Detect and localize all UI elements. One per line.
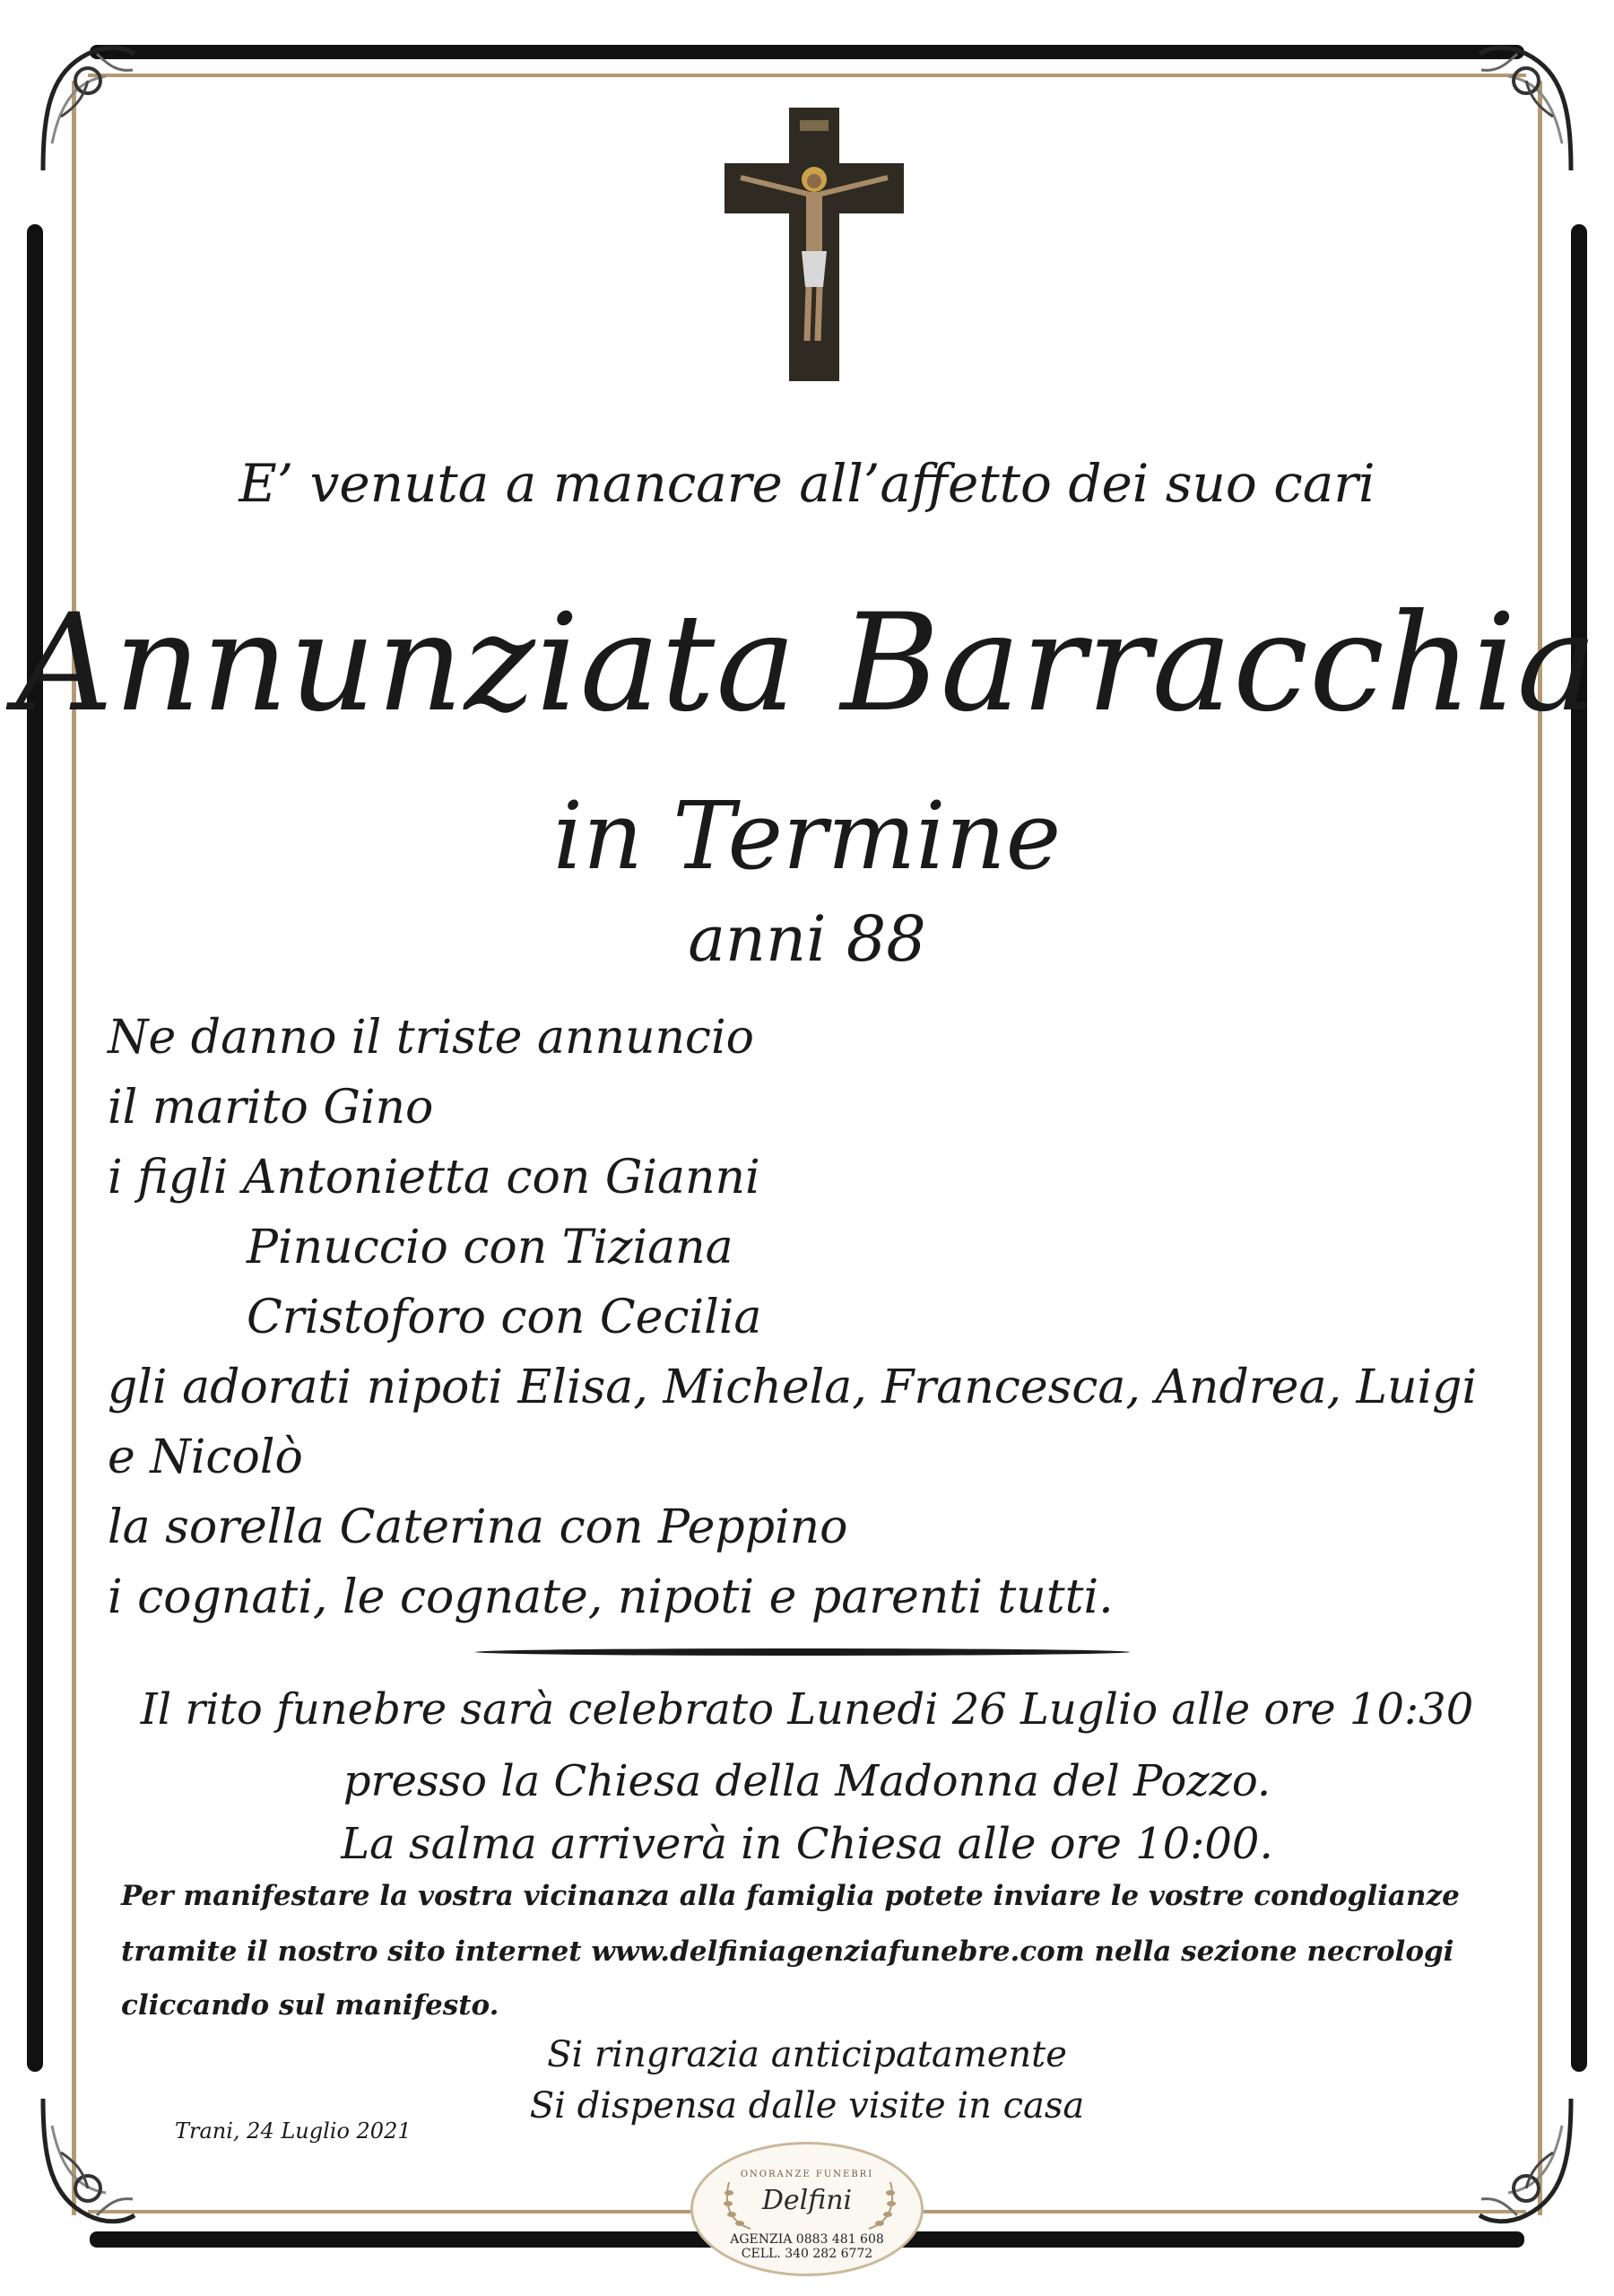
crucifix-icon [725, 108, 904, 381]
family-list [108, 1003, 1478, 1632]
no-visits-text: Si dispensa dalle visite in casa [529, 2085, 1085, 2126]
deceased-name: Annunziata Barracchia [15, 586, 1599, 742]
family-line: Ne danno il triste annuncio [108, 1011, 754, 1065]
section-divider [475, 1648, 1130, 1656]
logo-phone [693, 2232, 921, 2261]
condolence-line: Per manifestare la vostra vicinanza alla famiglia potete inviare le vostre condoglianze [121, 1880, 1460, 1912]
family-line: Pinuccio con Tiziana [247, 1221, 733, 1274]
married-name: in Termine [552, 781, 1062, 891]
rite-line: presso la Chiesa della Madonna del Pozzo. [343, 1756, 1271, 1806]
corner-ornament-icon [34, 36, 142, 179]
condolence-line: cliccando sul manifesto. [121, 1989, 499, 2022]
condolence-line: tramite il nostro sito internet www.delfiniagenziafunebre.com nella sezione necrologi [121, 1935, 1454, 1968]
agency-logo [690, 2142, 924, 2276]
agency-phone: AGENZIA 0883 481 608 [730, 2232, 884, 2247]
gold-border-left [72, 81, 76, 2215]
logo-brand: Delfini [761, 2185, 853, 2216]
family-line: i cognati, le cognate, nipoti e parenti tutti. [108, 1570, 1114, 1624]
family-line: e Nicolò [108, 1431, 303, 1484]
thanks-text: Si ringrazia anticipatamente [547, 2034, 1067, 2075]
rite-line: La salma arriverà in Chiesa alle ore 10:00. [341, 1819, 1273, 1869]
logo-agency-label: ONORANZE FUNEBRI [740, 2170, 874, 2179]
family-line: gli adorati nipoti Elisa, Michela, Francesca, Andrea, Luigi [108, 1361, 1478, 1414]
rite-line: Il rito funebre sarà celebrato Lunedi 26 Luglio alle ore 10:30 [140, 1684, 1474, 1735]
gold-border-right [1538, 81, 1542, 2215]
family-line: la sorella Caterina con Peppino [108, 1500, 848, 1554]
cell-phone: CELL. 340 282 6772 [741, 2247, 873, 2261]
place-date: Trani, 24 Luglio 2021 [175, 2118, 412, 2144]
intro-text: E’ venuta a mancare all’affetto dei suo cari [239, 453, 1375, 514]
age-text: anni 88 [688, 902, 926, 976]
gold-border-top [88, 74, 1526, 77]
corner-ornament-icon [1472, 36, 1580, 179]
family-line: Cristoforo con Cecilia [247, 1291, 762, 1344]
frame-top-bar [90, 45, 1524, 59]
family-line: il marito Gino [108, 1081, 434, 1135]
family-line: i figli Antonietta con Gianni [108, 1151, 760, 1205]
